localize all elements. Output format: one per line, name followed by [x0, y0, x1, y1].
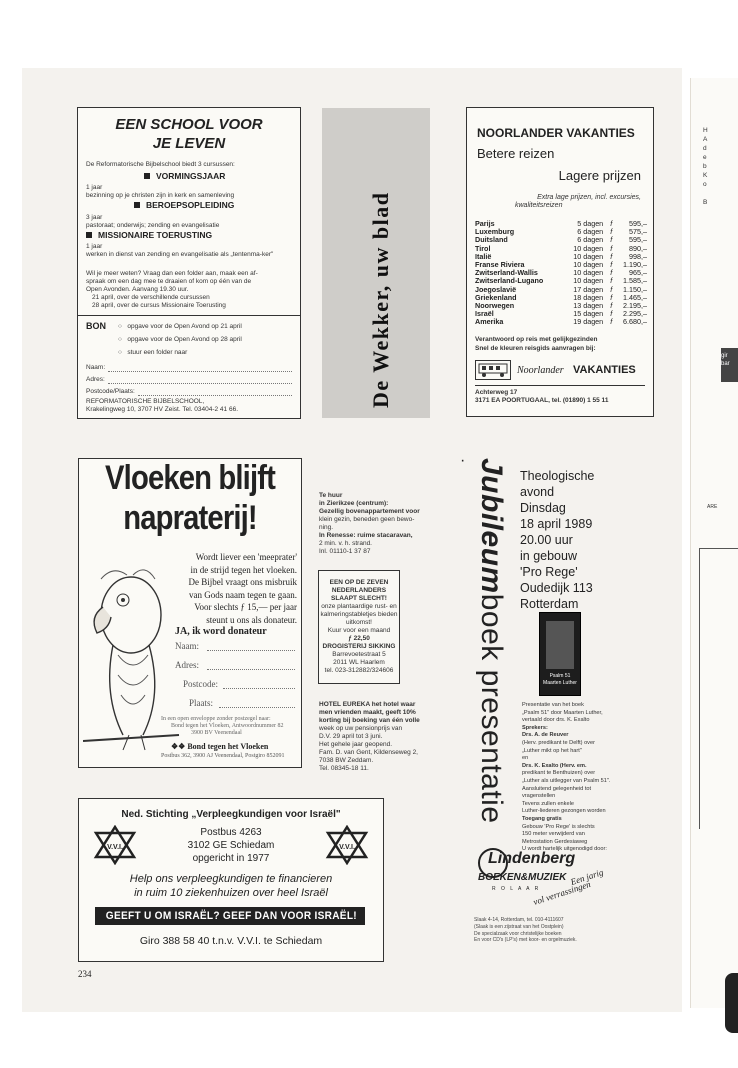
svg-text:Jubileumboek presentatie — [475, 458, 508, 824]
trip-duration: 19 dagen — [573, 317, 604, 327]
trip-price: 595,– — [629, 219, 647, 228]
hotel-line: men vrienden maakt, geeft 10% — [319, 709, 416, 716]
school-ad-title-1: EEN SCHOOL VOOR — [115, 116, 263, 133]
vloeken-field-postcode[interactable] — [223, 688, 295, 689]
lindenberg-sub-2: R O L A A R — [492, 886, 541, 892]
trip-row — [475, 302, 647, 310]
more-info-line: 28 april, over de cursus Missionaire Toerusting — [92, 302, 226, 309]
israel-title: Ned. Stichting „Verpleegkundigen voor Israël" — [121, 809, 341, 820]
drogisterij-line: DROGISTERIJ SIKKING — [322, 643, 396, 650]
trip-duration: 10 dagen — [573, 268, 604, 278]
vloeken-label-naam: Naam: — [175, 641, 199, 651]
jubileum-details-line: „Luther mikt op het hart" — [522, 747, 582, 754]
trip-table — [475, 220, 647, 327]
trip-price: 6.680,– — [623, 317, 647, 327]
drogisterij-line: SLAAPT SLECHT! — [331, 595, 387, 602]
hotel-line: korting bij boeking van één volle — [319, 717, 420, 724]
hotel-line: HOTEL EUREKA het hotel waar — [319, 701, 416, 708]
course-1-desc: bezinning op je christen zijn in kerk en samenleving — [86, 192, 235, 199]
trip-price: 965,– — [629, 268, 647, 278]
jubileum-details-line: „Luther als uitlegger van Psalm 51". — [522, 777, 611, 784]
trip-currency: f — [610, 251, 613, 261]
trip-duration: 15 dagen — [573, 309, 604, 319]
israel-tagline-2: in ruim 10 ziekenhuizen over heel Israël — [134, 887, 328, 899]
trip-duration: 5 dagen — [577, 219, 604, 228]
vloeken-label-plaats: Plaats: — [189, 698, 213, 708]
trip-duration: 10 dagen — [573, 260, 604, 270]
noorlander-footer-2: Snel de kleuren reisgids aanvragen bij: — [475, 345, 596, 352]
vloeken-fine-1: In een open enveloppe zonder postzegel naar: — [161, 716, 271, 722]
vloeken-body — [163, 551, 297, 626]
vloeken-fine-3: 3900 BV Veenendaal — [191, 730, 242, 736]
noorlander-subtitle-2: Lagere prijzen — [558, 168, 641, 183]
noorlander-logo-bold: VAKANTIES — [573, 364, 636, 376]
wekker-vertical-text: De Wekker, uw blad — [368, 191, 393, 408]
jubileum-details-line: Tevens zullen enkele — [522, 800, 574, 807]
vloeken-body-line: steunt u ons als donateur. — [206, 614, 297, 625]
next-page-fragment: H A d e b K o B — [703, 127, 708, 206]
jubileum-event-line: 18 april 1989 — [520, 517, 593, 531]
lindenberg-sub: BOEKEN&MUZIEK — [478, 872, 567, 883]
more-info-line: Open Avonden. Aanvang 19.30 uur. — [86, 286, 189, 293]
jubileum-event-line: avond — [520, 485, 555, 499]
israel-banner-text: GEEFT U OM ISRAËL? GEEF DAN VOOR ISRAËL! — [105, 910, 357, 922]
drogisterij-line: EEN OP DE ZEVEN — [329, 579, 389, 586]
trip-currency: f — [610, 243, 613, 253]
hotel-line: Fam. D. van Gent, Kildenseweg 2, — [319, 749, 418, 756]
te-huur-line: Te huur — [319, 492, 343, 499]
bon-option-1[interactable]: ○ opgave voor de Open Avond op 21 april — [118, 323, 242, 330]
drogisterij-line: onze plantaardige rust- en — [321, 603, 397, 610]
trip-destination: Joegoslavië — [475, 284, 517, 294]
trip-currency: f — [610, 227, 613, 237]
noorlander-divider — [475, 385, 645, 386]
vloeken-label-adres: Adres: — [175, 660, 199, 670]
jubileum-details-line: Aansluitend gelegenheid tot — [522, 785, 592, 792]
page-number: 234 — [78, 969, 92, 979]
lindenberg-name: Lindenberg — [488, 850, 576, 867]
noorlander-address-1: Achterweg 17 — [475, 389, 518, 396]
lindenberg-footer-line: (Slaak is een zijstraat van het Oostplein) — [474, 923, 564, 930]
jubileum-details-line: Gebouw 'Pro Rege' is slechts — [522, 823, 595, 830]
jubileum-details-line: (Herv. predikant te Delft) over — [522, 739, 595, 746]
israel-giro: Giro 388 58 40 t.n.v. V.V.I. te Schiedam — [139, 935, 323, 947]
trip-duration: 6 dagen — [577, 227, 604, 237]
te-huur-line: in Zierikzee (centrum): — [319, 500, 389, 507]
wekker-ad — [322, 108, 430, 418]
vloeken-headline-2: napraterij! — [123, 499, 257, 537]
israel-banner — [95, 907, 365, 925]
israel-tagline-1: Help ons verpleegkundigen te financieren — [129, 873, 333, 885]
drogisterij-text — [319, 579, 399, 675]
te-huur-line: 2 min. v. h. strand. — [319, 540, 372, 547]
jubileum-details-line: en — [522, 755, 529, 762]
trip-row — [475, 318, 647, 326]
emblem-text-left: V.V.I. — [107, 844, 123, 851]
jubileum-vertical-text-1: Jubileum — [475, 458, 508, 594]
book-cover-author: Maarten Luther — [543, 680, 577, 686]
course-2-duration: 3 jaar — [86, 214, 103, 221]
trip-price: 575,– — [629, 227, 647, 237]
lindenberg-logo — [474, 846, 624, 914]
noorlander-note-1: Extra lage prijzen, incl. excursies, — [537, 194, 641, 201]
trip-currency: f — [610, 260, 613, 270]
book-cover-title: Psalm 51 — [549, 673, 571, 679]
trip-price: 2.295,– — [623, 309, 647, 319]
jubileum-details-line: Drs. A. de Reuver — [522, 732, 569, 739]
israel-address-2: 3102 GE Schiedam — [187, 840, 275, 851]
book-cover-picture — [546, 621, 574, 669]
drogisterij-line: kalmeringstabletjes bieden — [320, 611, 398, 618]
trip-price: 2.195,– — [623, 301, 647, 311]
trip-price: 890,– — [629, 243, 647, 253]
jubileum-details-line: vertaald door drs. K. Exalto — [522, 717, 590, 724]
trip-price: 595,– — [629, 235, 647, 245]
vloeken-ad — [78, 458, 302, 768]
trip-duration: 13 dagen — [573, 301, 604, 311]
trip-currency: f — [610, 309, 613, 319]
vloeken-body-line: Wordt liever een 'meeprater' — [195, 552, 297, 562]
trip-duration: 10 dagen — [573, 251, 604, 261]
more-info-line: Wil je meer weten? Vraag dan een folder aan, maak een af- — [86, 270, 258, 277]
drogisterij-line: uitkomst! — [345, 619, 372, 626]
trip-destination: Noorwegen — [475, 301, 515, 311]
bon-option-3[interactable]: ○ stuur een folder naar — [118, 349, 188, 356]
school-footer-2: Krakelingweg 10, 3707 HV Zeist. Tel. 03404-2 41 66. — [86, 406, 239, 413]
trip-currency: f — [610, 317, 613, 327]
next-page-dark-box: gir bar — [721, 348, 738, 382]
trip-duration: 10 dagen — [573, 243, 604, 253]
bon-option-2[interactable]: ○ opgave voor de Open Avond op 28 april — [118, 336, 242, 343]
trip-currency: f — [610, 276, 613, 286]
vloeken-org: ❖❖ Bond tegen het Vloeken — [171, 742, 269, 751]
trip-price: 998,– — [629, 251, 647, 261]
jubileum-vertical-text-2: boek presentatie — [475, 593, 508, 824]
drogisterij-line: NEDERLANDERS — [331, 587, 387, 594]
trip-currency: f — [610, 268, 613, 278]
more-info-line: spraak om een dag mee te draaien of kom op één van de — [86, 278, 252, 285]
lindenberg-footer-line: En voor CD's (LP's) met koor- en orgelmuziek. — [474, 937, 577, 944]
vloeken-label-postcode: Postcode: — [183, 679, 218, 689]
trip-row — [475, 245, 647, 253]
hotel-line: 7038 BW Zeddam. — [319, 757, 374, 764]
emblem-text-right: V.V.I. — [339, 844, 355, 851]
trip-currency: f — [610, 301, 613, 311]
trip-duration: 6 dagen — [577, 235, 604, 245]
jubileum-details-line: Sprekers: — [522, 724, 548, 731]
noorlander-note-2: kwaliteitsreizen — [515, 202, 563, 209]
lindenberg-footer-line: Slaak 4-14, Rotterdam, tel. 010-4111607 — [474, 917, 564, 923]
te-huur-line: Gezellig bovenappartement voor — [319, 508, 420, 515]
more-info-line: 21 april, over de verschillende cursussen — [92, 294, 210, 301]
form-label-naam: Naam: — [86, 364, 106, 371]
jubileum-details-line: Luther-liederen gezongen worden — [522, 808, 606, 815]
trip-row — [475, 236, 647, 244]
vloeken-body-line: De Bijbel vraagt ons misbruik — [188, 577, 297, 587]
drogisterij-line: tel. 023-312882/324606 — [324, 667, 394, 674]
course-3-duration: 1 jaar — [86, 243, 103, 250]
trip-price: 1.190,– — [623, 260, 647, 270]
lindenberg-footer-line: De specialzaak voor christelijke boeken — [474, 930, 562, 937]
jubileum-details-line: „Psalm 51" door Maarten Luther, — [522, 709, 603, 716]
hotel-line: week op uw pensionprijs van — [319, 725, 403, 732]
jubileum-details-line: 150 meter verwijderd van — [522, 831, 585, 838]
lindenberg-tag-1: Een jarig — [569, 867, 605, 887]
jubileum-details-line: Drs. K. Exalto (Herv. em. — [522, 762, 587, 769]
jubileum-event — [520, 468, 594, 612]
vloeken-fine-2: Bond tegen het Vloeken, Antwoordnummer 82 — [171, 723, 284, 729]
wekker-ad-graphic — [322, 108, 430, 418]
trip-currency: f — [610, 235, 613, 245]
form-field-naam[interactable] — [108, 371, 292, 372]
trip-destination: Tirol — [475, 243, 491, 253]
school-ad-intro: De Reformatorische Bijbelschool biedt 3 cursussen: — [86, 161, 235, 168]
course-2-title: BEROEPSOPLEIDING — [134, 200, 234, 210]
trip-price: 1.150,– — [623, 284, 647, 294]
bon-divider — [78, 315, 300, 316]
donateur-cta: JA, ik word donateur — [175, 626, 267, 637]
trip-table-grid — [475, 220, 647, 327]
te-huur-line: In Renesse: ruime stacaravan, — [319, 532, 413, 539]
bon-label: BON — [86, 321, 106, 331]
hotel-ad — [319, 701, 447, 773]
trip-destination: Luxemburg — [475, 227, 515, 237]
israel-ad — [78, 798, 384, 962]
school-ad-title-2: JE LEVEN — [152, 135, 226, 152]
book-cover-image — [539, 612, 581, 696]
jubileum-event-line: in gebouw — [520, 549, 577, 563]
form-label-adres: Adres: — [86, 376, 105, 383]
trip-destination: Italië — [475, 251, 492, 261]
vloeken-body-line: in de strijd tegen het vloeken. — [190, 564, 297, 575]
lindenberg-tag-2: vol verrassingen — [531, 879, 592, 907]
te-huur-ad — [319, 492, 447, 556]
course-1-duration: 1 jaar — [86, 184, 103, 191]
vloeken-headline-1: Vloeken blijft — [105, 459, 275, 497]
course-1-title: VORMINGSJAAR — [144, 171, 225, 181]
course-2-desc: pastoraat; onderwijs; zending en evangelisatie — [86, 222, 220, 229]
diamond-logo-icon: ❖❖ — [171, 742, 188, 751]
hotel-line: D.V. 29 april tot 3 juni. — [319, 733, 383, 740]
jubileum-details-line: Presentatie van het boek — [522, 702, 584, 708]
trip-destination: Zwitserland-Lugano — [475, 276, 544, 286]
school-ad — [77, 107, 301, 419]
hotel-line: Tel. 08345-18 11. — [319, 765, 369, 772]
trip-price: 1.585,– — [623, 276, 647, 286]
trip-currency: f — [610, 284, 613, 294]
trip-destination: Israël — [475, 309, 494, 319]
trip-currency: f — [610, 292, 613, 302]
form-field-adres[interactable] — [108, 383, 292, 384]
hotel-line: Het gehele jaar geopend. — [319, 741, 393, 748]
noorlander-subtitle-1: Betere reizen — [477, 146, 555, 161]
jubileum-details-line: Toegang gratis — [522, 815, 562, 822]
noorlander-address-2: 3171 EA POORTUGAAL, tel. (01890) 1 55 11 — [475, 397, 609, 404]
trip-duration: 10 dagen — [573, 276, 604, 286]
course-3-desc: werken in dienst van zending en evangelisatie als „tentenma-ker" — [86, 251, 274, 258]
drogisterij-line: Barrevoetestraat 5 — [332, 651, 386, 658]
jubileum-details-line: vragenstellen — [522, 793, 556, 800]
noorlander-title: NOORLANDER VAKANTIES — [477, 126, 635, 140]
vloeken-address: Postbus 362, 3900 AJ Veenendaal, Postgiro 852091 — [161, 753, 285, 759]
noorlander-logo-script: Noorlander — [517, 365, 564, 376]
drogisterij-ad — [318, 570, 400, 684]
jubileum-event-line: 'Pro Rege' — [520, 565, 578, 579]
vloeken-field-naam[interactable] — [207, 650, 295, 651]
trip-destination: Parijs — [475, 219, 495, 228]
trip-destination: Duitsland — [475, 235, 508, 245]
jubileum-details-line: U wordt hartelijk uitgenodigd door: — [522, 846, 607, 853]
trip-destination: Franse Riviera — [475, 260, 525, 270]
jubileum-event-line: Dinsdag — [520, 501, 566, 515]
trip-destination: Griekenland — [475, 292, 517, 302]
next-page-fragment-2: ARE — [707, 504, 718, 510]
dot — [460, 452, 464, 458]
drogisterij-line: ƒ 22,50 — [348, 635, 370, 642]
lindenberg-footer — [474, 917, 577, 944]
noorlander-footer-1: Verantwoord op reis met gelijkgezinden — [475, 336, 598, 343]
trip-destination: Zwitserland-Wallis — [475, 268, 538, 278]
jubileum-details — [522, 702, 610, 854]
jubileum-details-line: predikant te Benthuizen) over — [522, 770, 596, 777]
next-page-box — [699, 548, 738, 829]
vloeken-body-line: van Gods naam tegen te gaan. — [189, 589, 297, 600]
jubileum-event-line: 20.00 uur — [520, 533, 573, 547]
next-page-edge — [690, 78, 738, 1008]
israel-address-1: Postbus 4263 — [200, 827, 262, 838]
form-field-plaats[interactable] — [138, 395, 292, 396]
te-huur-line: Inl. 01110-1 37 87 — [319, 548, 371, 555]
next-page-dark-shape — [725, 973, 738, 1033]
vloeken-field-plaats[interactable] — [219, 707, 295, 708]
trip-price: 1.465,– — [623, 292, 647, 302]
trip-duration: 17 dagen — [573, 284, 604, 294]
form-label-plaats: Postcode/Plaats: — [86, 388, 135, 395]
vloeken-body-line: Voor slechts ƒ 15,— per jaar — [194, 602, 297, 612]
trip-destination: Amerika — [475, 317, 504, 327]
jubileum-vertical-graphic — [466, 450, 516, 850]
vloeken-field-adres[interactable] — [207, 669, 295, 670]
israel-address-3: opgericht in 1977 — [192, 853, 270, 864]
bus-logo-icon — [475, 360, 511, 380]
school-footer-1: REFORMATORISCHE BIJBELSCHOOL, — [86, 398, 205, 405]
te-huur-line: ning. — [319, 524, 334, 531]
noorlander-ad — [466, 107, 654, 417]
jubileum-event-line: Rotterdam — [520, 597, 579, 611]
drogisterij-line: Kuur voor een maand — [327, 627, 391, 634]
jubileum-event-line: Theologische — [520, 469, 595, 483]
te-huur-line: klein gezin, beneden geen bewo- — [319, 516, 415, 523]
course-3-title: MISSIONAIRE TOERUSTING — [86, 230, 212, 240]
drogisterij-line: 2011 WL Haarlem — [333, 659, 385, 666]
trip-duration: 18 dagen — [573, 292, 604, 302]
jubileum-event-line: Oudedijk 113 — [520, 581, 593, 595]
jubileum-details-line: Metrostation Gerdesiaweg — [522, 838, 588, 845]
trip-currency: f — [610, 219, 613, 228]
